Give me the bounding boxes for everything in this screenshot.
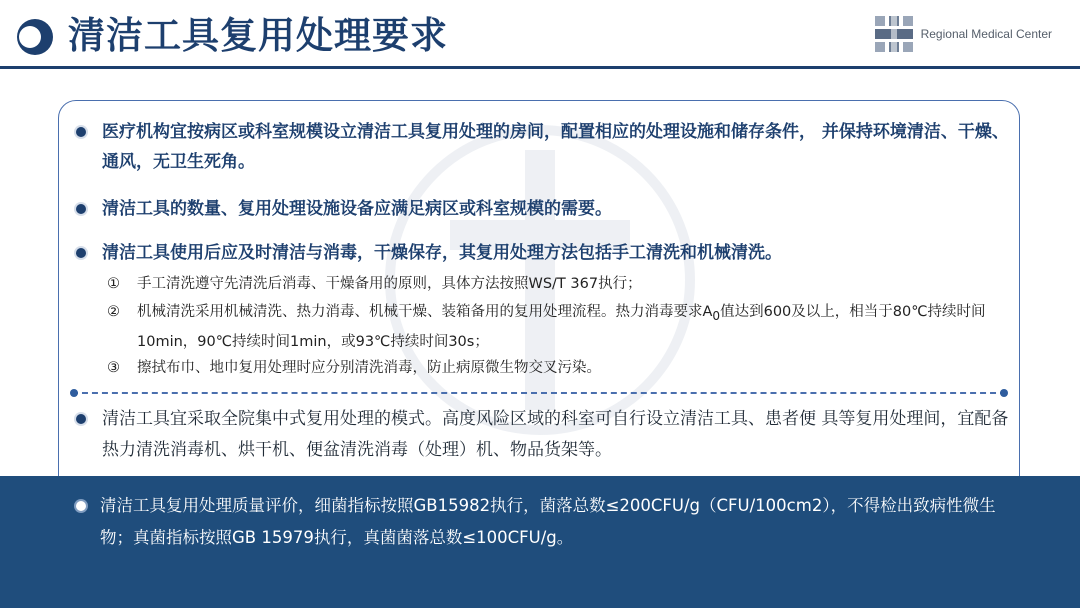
sub-item-text: 擦拭布巾、地巾复用处理时应分别清洗消毒，防止病原微生物交叉污染。: [137, 360, 601, 376]
bullet-dot-icon: [76, 501, 86, 511]
bullet-text: 清洁工具使用后应及时清洁与消毒，干燥保存，其复用处理方法包括手工清洗和机械清洗。: [102, 243, 782, 263]
bullet-dot-icon: [76, 248, 86, 258]
title-circle-icon: [14, 17, 56, 57]
bullet-dot-icon: [76, 204, 86, 214]
bullet-text: 医疗机构宜按病区或科室规模设立清洁工具复用处理的房间，配置相应的处理设施和储存条件， 并保持环境清洁、干燥、通风，无卫生死角。: [102, 122, 1009, 172]
brand-logo-icon: [875, 16, 913, 52]
sub-item-3: [107, 355, 1017, 381]
sub-item-1: [107, 271, 1017, 297]
sub-item-number: ③: [107, 360, 120, 376]
sub-item-text: [137, 299, 1017, 355]
dashed-divider: [72, 392, 1006, 394]
bullet-text: 清洁工具宜采取全院集中式复用处理的模式。高度风险区域的科室可自行设立清洁工具、患者便 具等复用处理间，宜配备热力清洗消毒机、烘干机、便盆清洗消毒（处理）机、物品货架等。: [102, 409, 1009, 460]
footer-bullet: [76, 490, 1020, 554]
page-title: 清洁工具复用处理要求: [68, 14, 448, 57]
bullet-dot-icon: [76, 414, 86, 424]
header-rule: [0, 66, 1080, 69]
bullet-text: 清洁工具的数量、复用处理设施设备应满足病区或科室规模的需要。: [102, 199, 612, 219]
subscript: 0: [712, 308, 721, 323]
bullet-item-2: [72, 194, 1012, 224]
footer-text: 清洁工具复用处理质量评价，细菌指标按照GB15982执行，菌落总数≤200CFU/g（CFU/100cm2），不得检出致病性微生物；真菌指标按照GB 15979执行，真菌菌落总数≤100CFU/g。: [100, 496, 996, 547]
sub-item-text: 手工清洗遵守先清洗后消毒、干燥备用的原则，具体方法按照WS/T 367执行；: [137, 276, 642, 292]
brand-name: Regional Medical Center: [920, 27, 1052, 41]
sub-item-2: [107, 299, 1017, 355]
bullet-dot-icon: [76, 127, 86, 137]
bullet-item-1: [72, 117, 1012, 177]
brand-logo: [875, 16, 1052, 52]
bullet-item-3: [72, 238, 1012, 268]
sub-item-number: ②: [107, 304, 120, 320]
sub-item-text-part: 值达到600及以上，相当于80℃持续时间10min，90℃持续时间1min，或93℃持续时间30s；: [137, 304, 986, 350]
sub-item-number: ①: [107, 276, 120, 292]
bullet-item-4: [72, 404, 1012, 466]
sub-item-text-part: 机械清洗采用机械清洗、热力消毒、机械干燥、装箱备用的复用处理流程。热力消毒要求A: [137, 304, 713, 320]
